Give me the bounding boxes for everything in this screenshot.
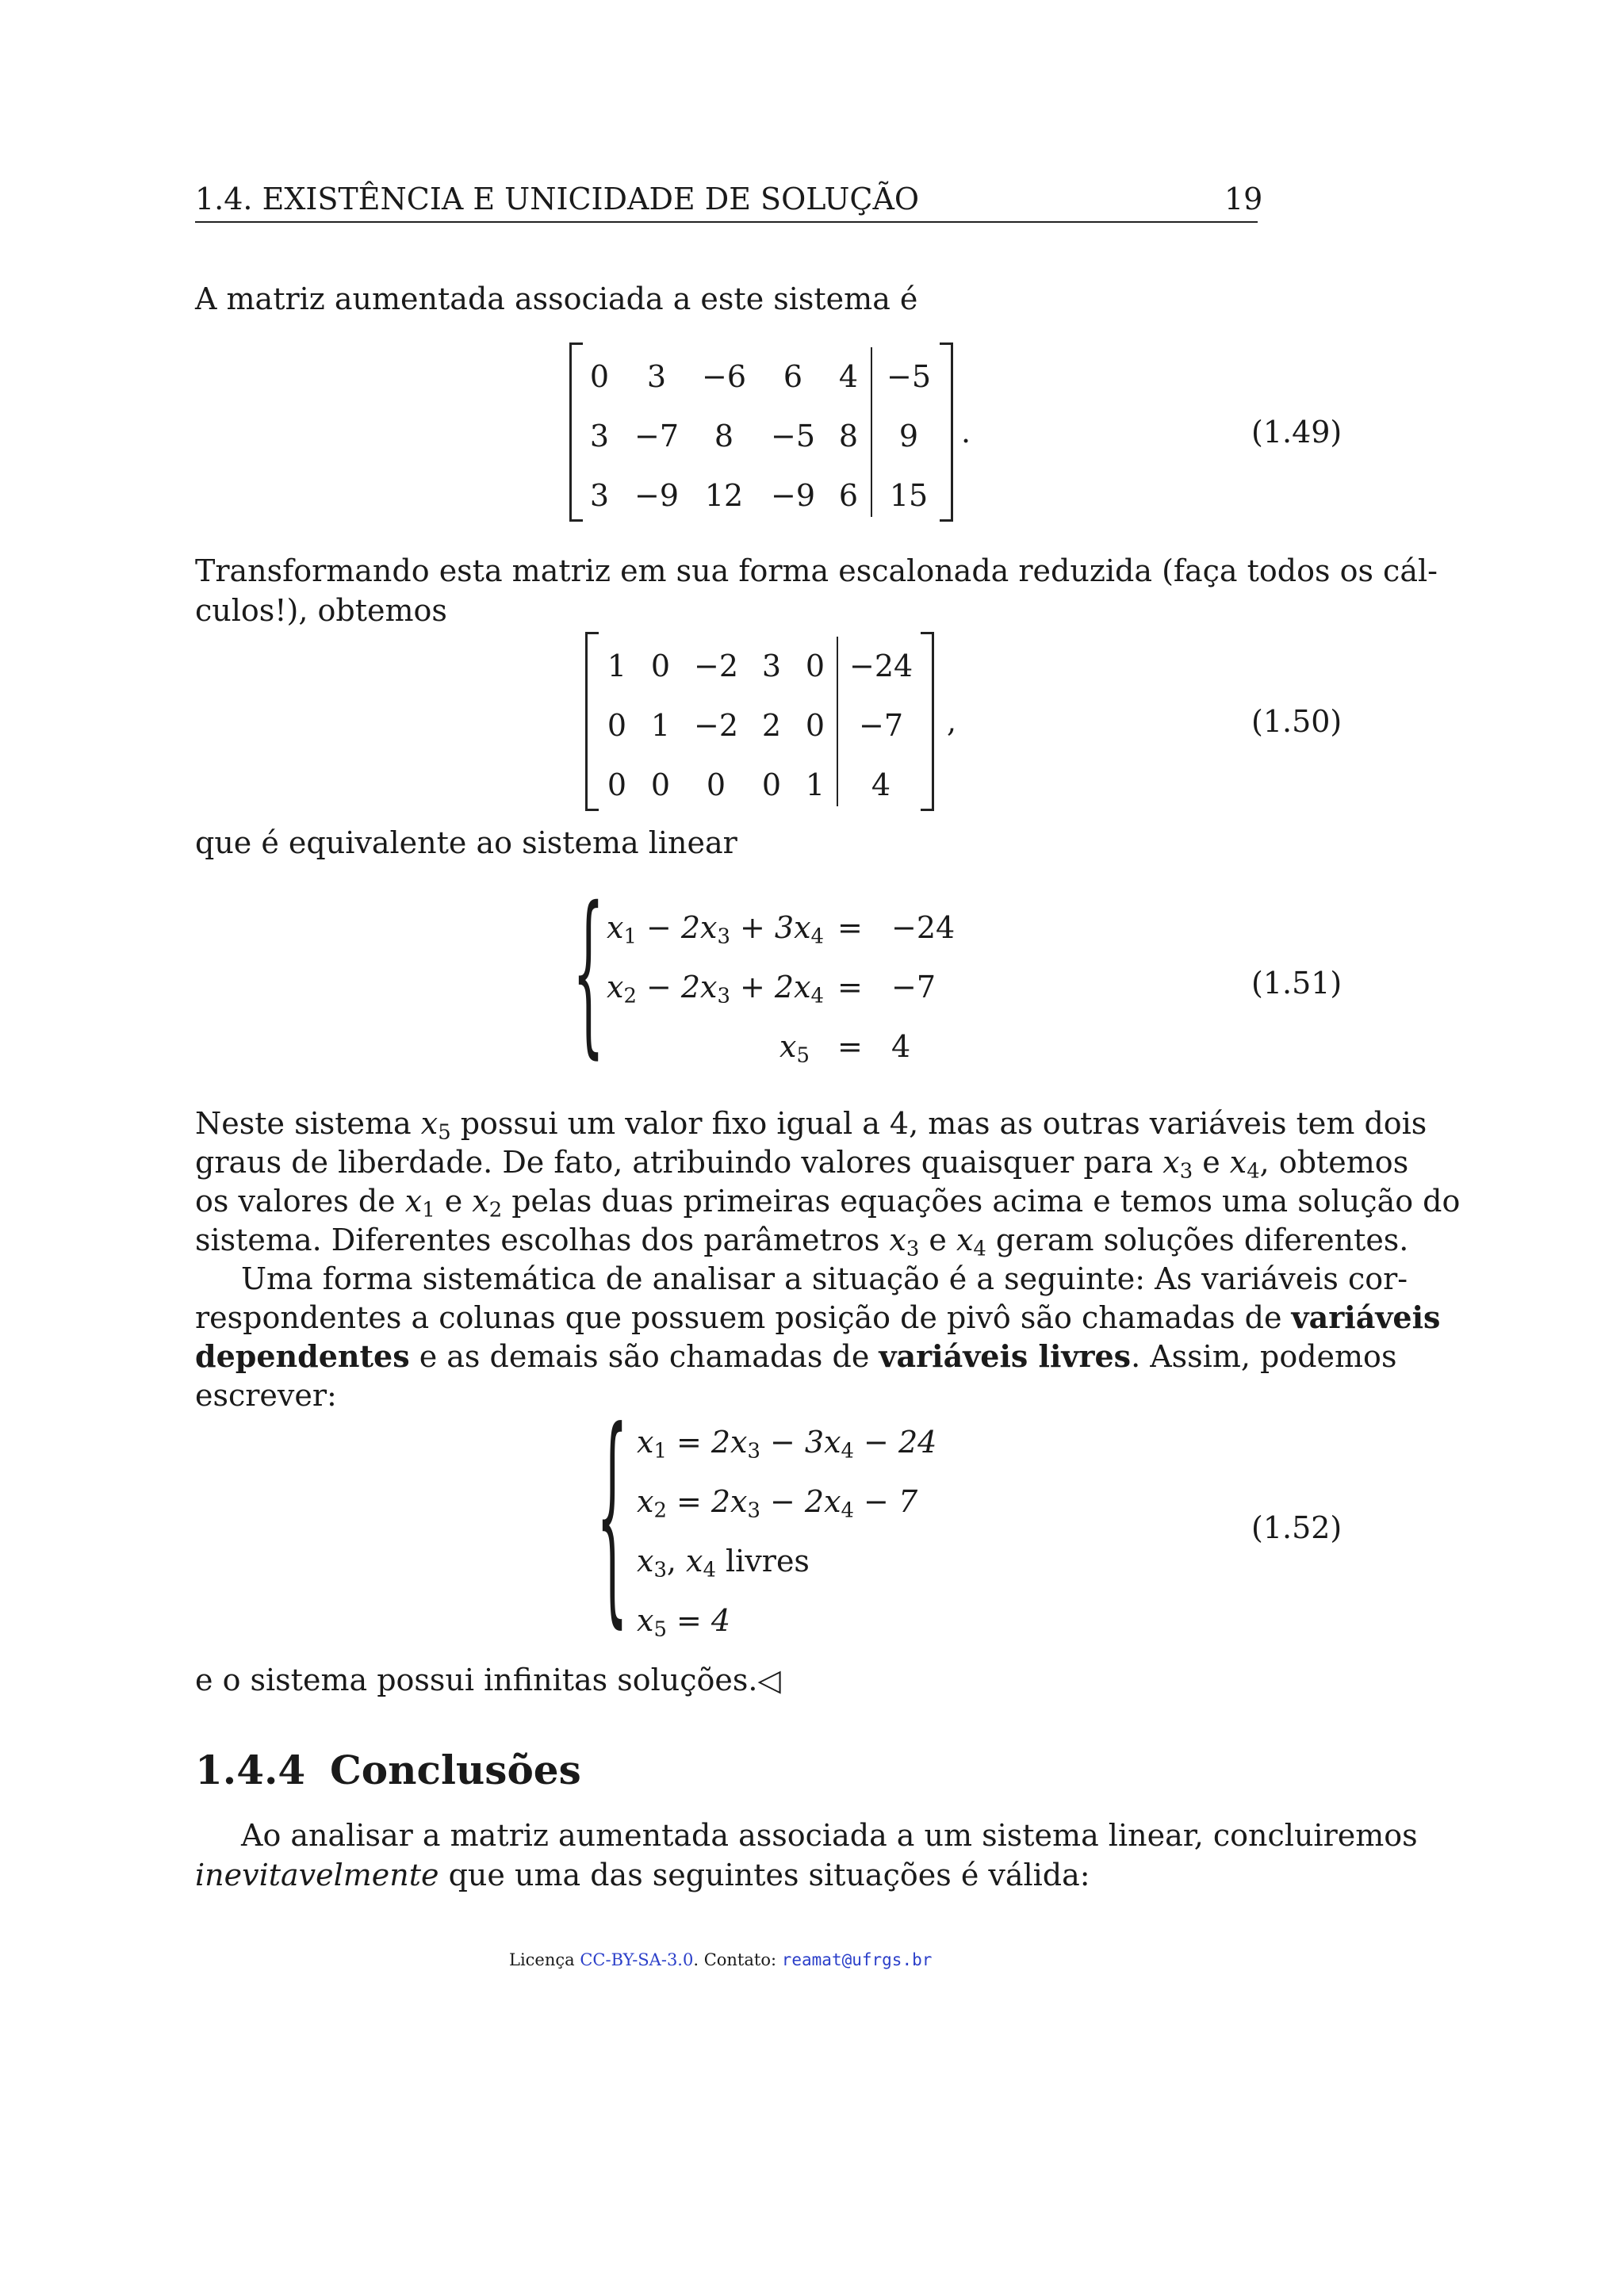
- system-1-eq-1-rhs: −24: [891, 910, 956, 945]
- system-1-eq-1-sign: =: [837, 910, 863, 945]
- section-number: 1.4.4: [195, 1747, 306, 1793]
- matrix1-cell: −6: [701, 359, 747, 394]
- footer: Licença CC-BY-SA-3.0. Contato: reamat@ufrgs.br: [509, 1950, 933, 1969]
- system-1-eq-2-lhs: $x_2 - 2x_3 + 2x_4$: [607, 970, 824, 1008]
- matrix2-cell: −2: [693, 708, 739, 743]
- matrix-2-punct: ,: [947, 704, 957, 739]
- matrix1-cell: −9: [634, 478, 680, 513]
- paragraph-2-line-3: dependentes e as demais são chamadas de variáveis livres. Assim, podemos: [195, 1338, 1397, 1374]
- augmented-matrix-2: [585, 632, 934, 811]
- equivalent-system-text: que é equivalente ao sistema linear: [195, 825, 737, 860]
- email-link[interactable]: reamat@ufrgs.br: [781, 1950, 933, 1969]
- equation-number-1-52: (1.52): [1251, 1510, 1342, 1545]
- matrix-1-punct: .: [961, 415, 971, 450]
- final-paragraph-line-1: Ao analisar a matriz aumentada associada a um sistema linear, concluiremos: [241, 1818, 1418, 1853]
- matrix2-cell: 2: [761, 708, 782, 743]
- system-1-eq-2-rhs: −7: [891, 970, 936, 1004]
- section-title: Conclusões: [330, 1747, 581, 1793]
- license-link[interactable]: CC-BY-SA-3.0: [580, 1950, 694, 1969]
- matrix2-cell: 0: [805, 708, 825, 743]
- matrix2-cell: −7: [858, 708, 904, 743]
- matrix1-cell: 6: [838, 478, 859, 513]
- paragraph-2-line-2: respondentes a colunas que possuem posição de pivô são chamadas de variáveis: [195, 1299, 1441, 1335]
- matrix2-cell: −24: [849, 649, 914, 683]
- matrix2-cell: 1: [607, 649, 627, 683]
- page-number: 19: [1224, 182, 1263, 216]
- running-header-title: 1.4. EXISTÊNCIA E UNICIDADE DE SOLUÇÃO: [195, 182, 920, 216]
- matrix1-cell: 8: [838, 419, 859, 453]
- matrix2-cell: 1: [805, 767, 825, 802]
- matrix2-cell: 0: [650, 767, 671, 802]
- left-brace: {: [596, 1383, 629, 1649]
- matrix2-cell: 0: [805, 649, 825, 683]
- system-2-line-2: $x_2 = 2x_3 - 2x_4 - 7$: [637, 1484, 918, 1523]
- matrix1-cell: 15: [889, 478, 929, 513]
- matrix2-cell: 0: [607, 767, 627, 802]
- system-2-line-3: $x_3$, $x_4$ livres: [637, 1544, 810, 1582]
- equation-number-1-51: (1.51): [1251, 966, 1342, 1001]
- matrix1-cell: 3: [589, 419, 610, 453]
- matrix1-cell: 12: [704, 478, 744, 513]
- matrix2-cell: 4: [871, 767, 891, 802]
- conclusion-line: e o sistema possui infinitas soluções.◁: [195, 1663, 781, 1697]
- matrix1-cell: −5: [770, 419, 816, 453]
- matrix1-cell: 3: [589, 478, 610, 513]
- system-1-eq-3-lhs: $x_5$: [779, 1029, 810, 1068]
- system-1-eq-3-sign: =: [837, 1029, 863, 1064]
- matrix2-cell: 0: [706, 767, 726, 802]
- matrix2-cell: −2: [693, 649, 739, 683]
- system-2-line-4: $x_5 = 4$: [637, 1603, 731, 1642]
- paragraph-2-line-1: Uma forma sistemática de analisar a situação é a seguinte: As variáveis cor-: [241, 1261, 1408, 1296]
- right-bracket: [940, 342, 953, 522]
- matrix2-cell: 1: [650, 708, 671, 743]
- header-rule: [195, 221, 1258, 223]
- intro-text: A matriz aumentada associada a este sistema é: [195, 281, 918, 316]
- matrix1-cell: 9: [898, 419, 919, 453]
- matrix1-cell: 4: [838, 359, 859, 394]
- transform-text-line-2: culos!), obtemos: [195, 593, 447, 628]
- paragraph-1-line-2: graus de liberdade. De fato, atribuindo valores quaisquer para $x_3$ e $x_4$, obtemos: [195, 1145, 1409, 1184]
- equation-number-1-49: (1.49): [1251, 415, 1342, 450]
- matrix2-cell: 0: [607, 708, 627, 743]
- matrix1-cell: 3: [646, 359, 667, 394]
- augmented-matrix-1: [569, 342, 953, 522]
- right-bracket: [921, 632, 934, 811]
- transform-text-line-1: Transformando esta matriz em sua forma escalonada reduzida (faça todos os cál-: [195, 553, 1438, 588]
- matrix1-cell: −5: [886, 359, 932, 394]
- system-2-line-1: $x_1 = 2x_3 - 3x_4 - 24$: [637, 1425, 937, 1464]
- left-brace: {: [573, 871, 605, 1075]
- paragraph-1-line-4: sistema. Diferentes escolhas dos parâmetros $x_3$ e $x_4$ geram soluções diferentes.: [195, 1223, 1409, 1261]
- system-1-eq-1-lhs: $x_1 - 2x_3 + 3x_4$: [607, 910, 824, 949]
- matrix1-cell: 8: [714, 419, 734, 453]
- matrix1-cell: 6: [783, 359, 803, 394]
- paragraph-2-line-4: escrever:: [195, 1378, 337, 1413]
- system-1-eq-2-sign: =: [837, 970, 863, 1004]
- matrix2-cell: 0: [761, 767, 782, 802]
- system-1-eq-3-rhs: 4: [891, 1029, 911, 1064]
- matrix1-cell: −7: [634, 419, 680, 453]
- matrix2-cell: 3: [761, 649, 782, 683]
- matrix1-cell: 0: [589, 359, 610, 394]
- equation-number-1-50: (1.50): [1251, 704, 1342, 739]
- paragraph-1-line-3: os valores de $x_1$ e $x_2$ pelas duas primeiras equações acima e temos uma solução do: [195, 1184, 1461, 1223]
- matrix1-cell: −9: [770, 478, 816, 513]
- paragraph-1-line-1: Neste sistema $x_5$ possui um valor fixo igual a 4, mas as outras variáveis tem dois: [195, 1106, 1427, 1145]
- final-paragraph-line-2: inevitavelmente que uma das seguintes situações é válida:: [195, 1858, 1090, 1892]
- matrix2-cell: 0: [650, 649, 671, 683]
